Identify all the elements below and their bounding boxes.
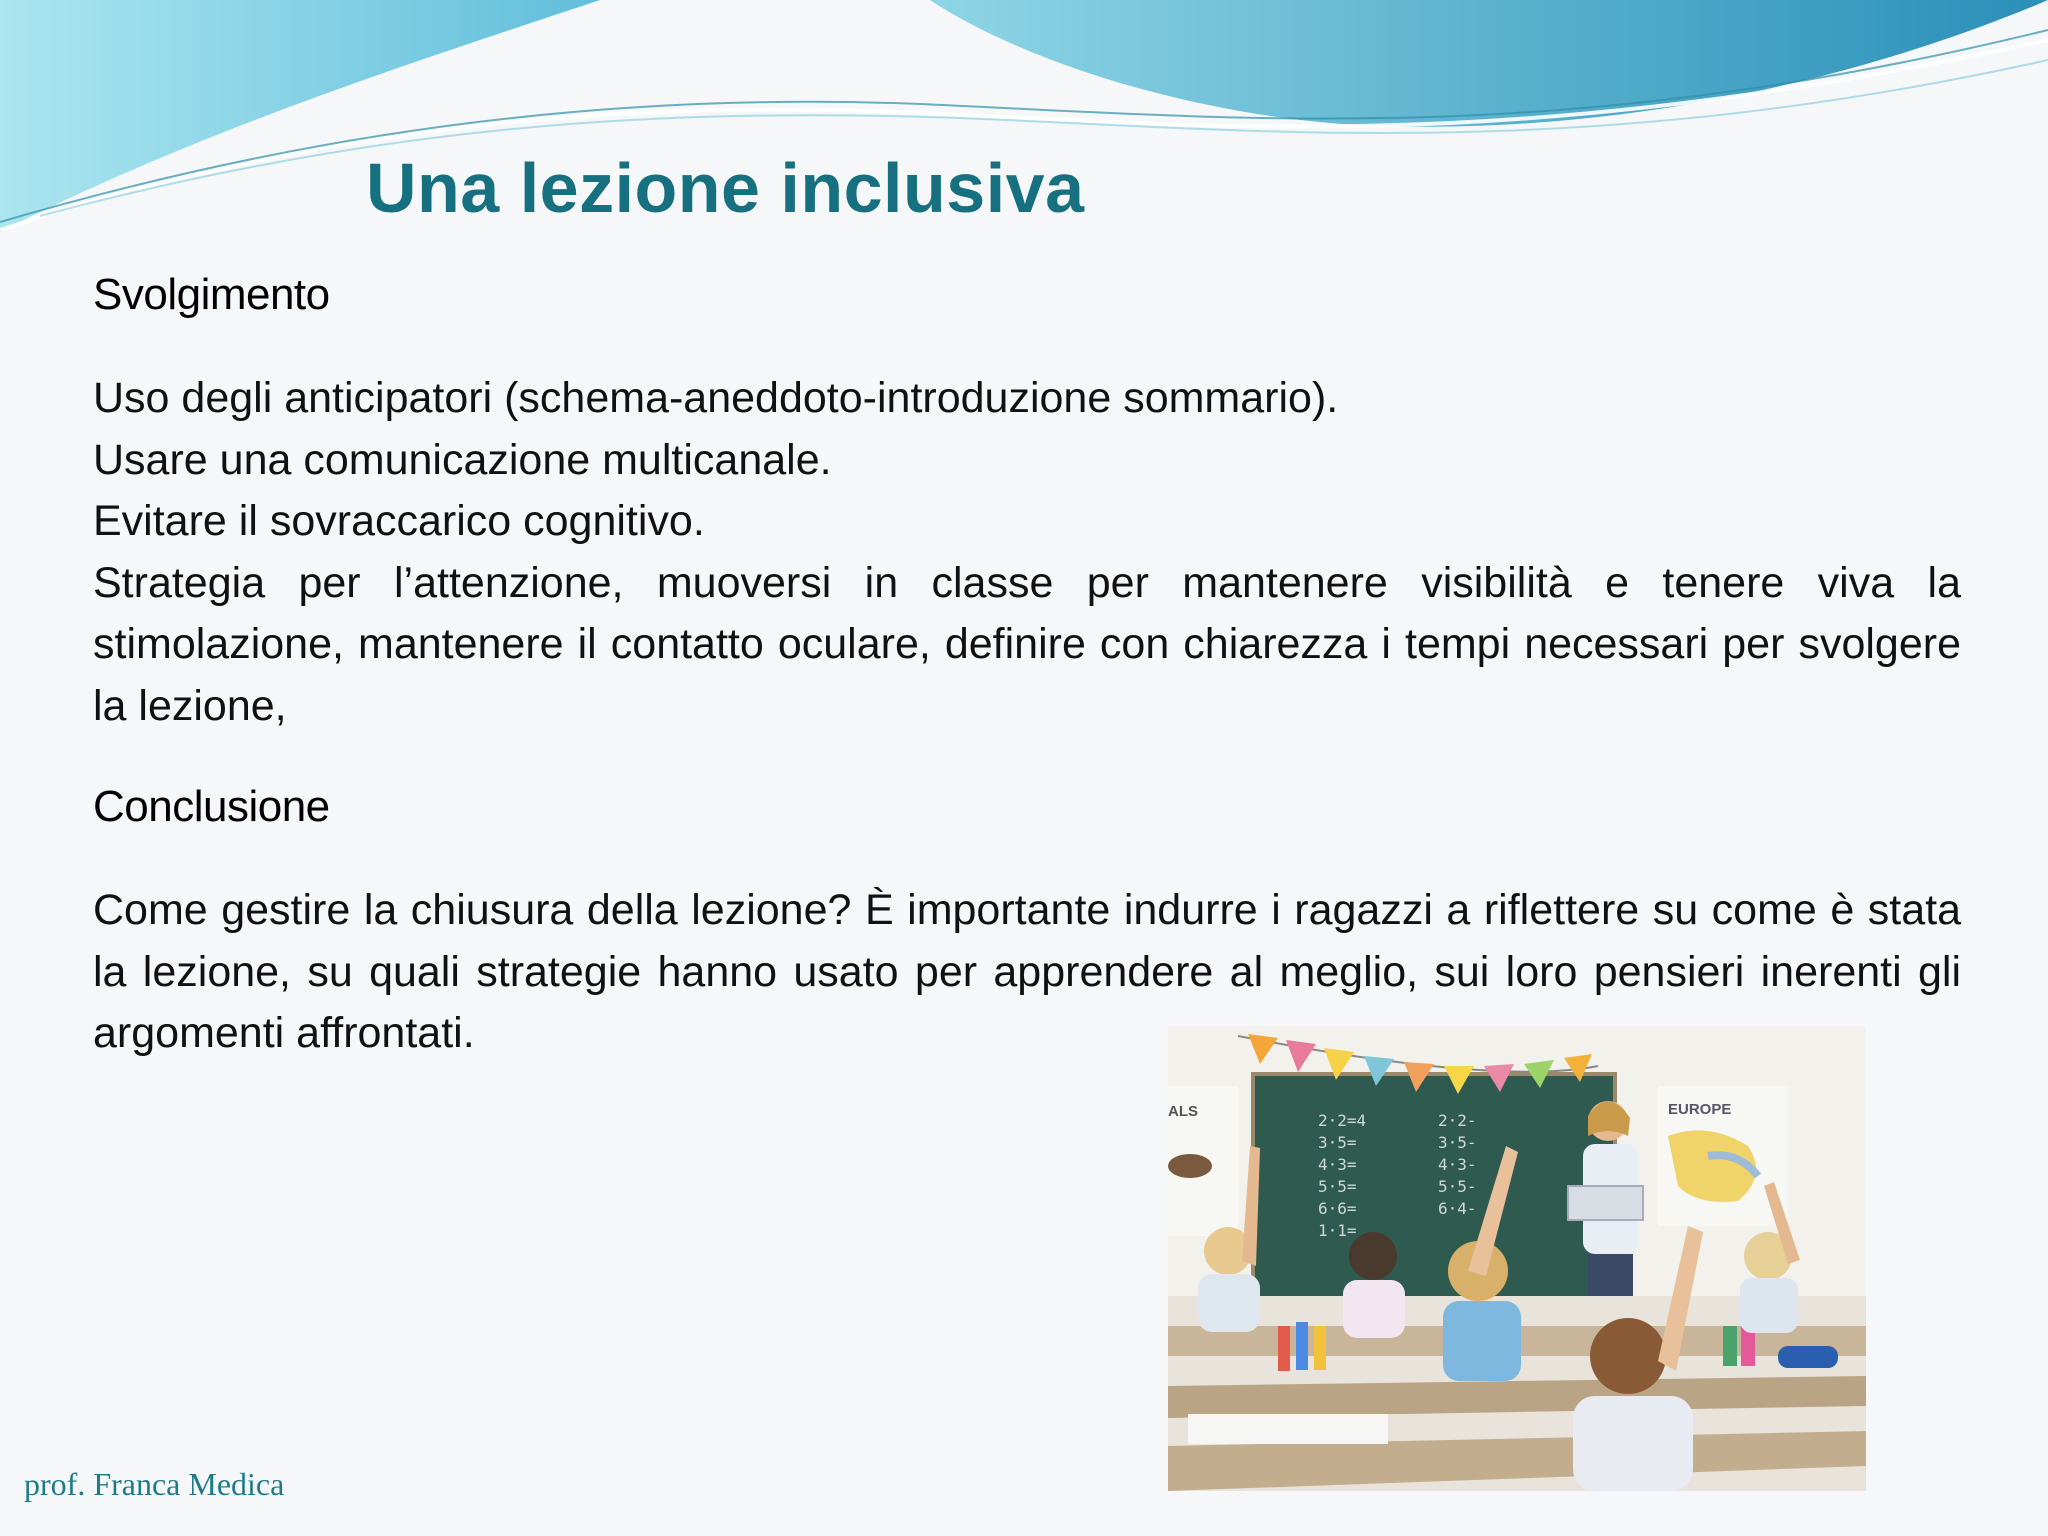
body-line: Evitare il sovraccarico cognitivo.: [93, 497, 705, 545]
body-paragraph: Strategia per l’attenzione, muoversi in classe per mantenere visibilità e tenere viva la stimolazione, mantenere il contatto oculare, definire con chiarezza i tempi necessari per svolgere la lezione,: [93, 558, 1961, 730]
svg-text:2·2=4: 2·2=4: [1318, 1111, 1367, 1130]
svg-text:5·5-: 5·5-: [1438, 1177, 1477, 1196]
body-line: Usare una comunicazione multicanale.: [93, 435, 832, 484]
section-heading-conclusione: Conclusione: [93, 782, 330, 831]
svg-text:4·3=: 4·3=: [1318, 1155, 1357, 1174]
section-body-svolgimento: [93, 368, 1961, 737]
svg-text:6·6=: 6·6=: [1318, 1199, 1357, 1218]
svg-text:2·2-: 2·2-: [1438, 1111, 1477, 1130]
footer-author: prof. Franca Medica: [24, 1466, 285, 1502]
body-line: Uso degli anticipatori (schema-aneddoto-introduzione sommario).: [93, 374, 1339, 422]
slide-title: Una lezione inclusiva: [366, 149, 1085, 227]
svg-text:3·5-: 3·5-: [1438, 1133, 1477, 1152]
section-heading-svolgimento: Svolgimento: [93, 270, 330, 319]
svg-text:4·3-: 4·3-: [1438, 1155, 1477, 1174]
classroom-photo: [1168, 1026, 1866, 1491]
svg-text:6·4-: 6·4-: [1438, 1199, 1477, 1218]
svg-text:1·1=: 1·1=: [1318, 1221, 1357, 1240]
poster-label-left: ALS: [1168, 1103, 1198, 1120]
body-paragraph: Come gestire la chiusura della lezione? È importante indurre i ragazzi a riflettere su come è stata la lezione, su quali strategie hanno usato per apprendere al meglio, sui loro pensieri inerenti gli argomenti affrontati.: [93, 886, 1961, 1057]
svg-text:5·5=: 5·5=: [1318, 1177, 1357, 1196]
poster-label-right: EUROPE: [1668, 1101, 1732, 1118]
svg-text:3·5=: 3·5=: [1318, 1133, 1357, 1152]
